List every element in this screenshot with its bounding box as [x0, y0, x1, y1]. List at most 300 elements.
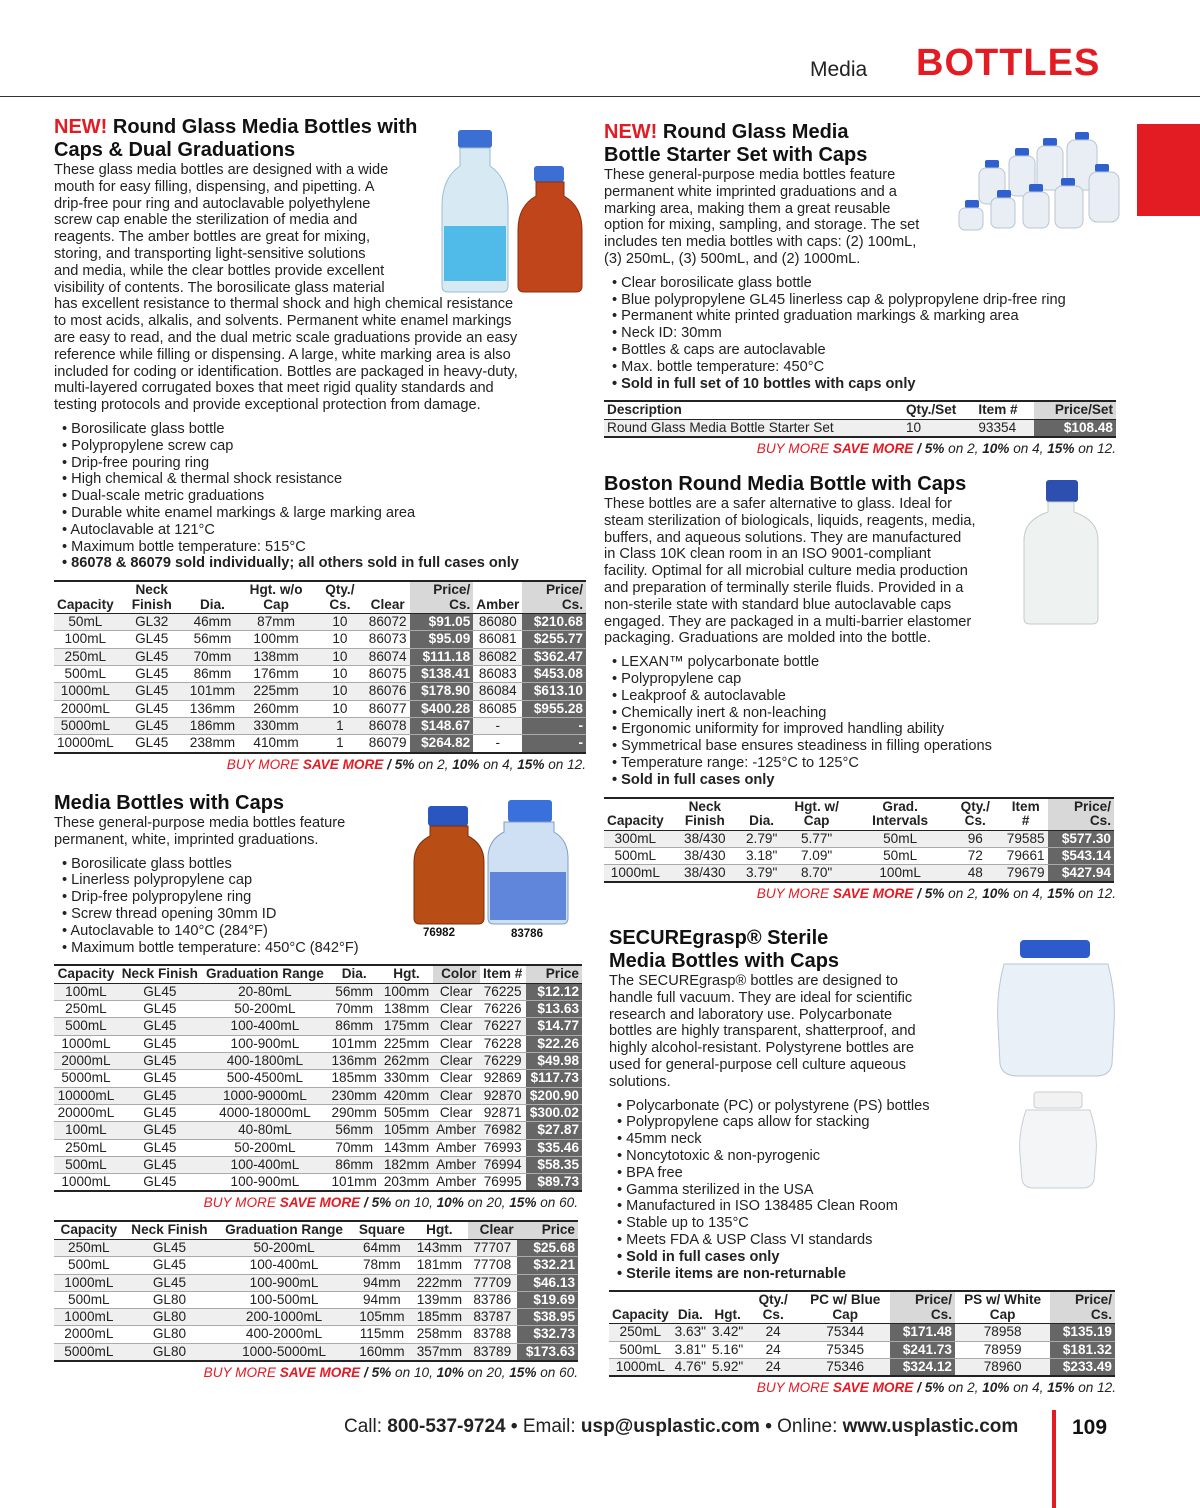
table-cell: Amber: [433, 1139, 480, 1156]
column-header: Price/ Cs.: [522, 581, 586, 614]
description-line: in Class 10K clean room in an ISO 9001-compliant: [604, 546, 931, 563]
feature-item: • Clear borosilicate glass bottle: [612, 275, 1124, 292]
column-header: Hgt.: [380, 965, 432, 983]
table-cell: 5.77": [780, 830, 853, 847]
amber-bottle: [414, 826, 484, 924]
buy-more-part: on 60.: [540, 1195, 578, 1211]
table-cell: 100mL: [54, 983, 118, 1000]
table-cell: 10000mL: [54, 1087, 118, 1104]
table-cell: 138mm: [380, 1001, 432, 1018]
column-header: Neck Finish: [117, 581, 187, 614]
table-cell: $32.21: [517, 1257, 578, 1274]
feature-item: • Dual-scale metric graduations: [62, 488, 594, 505]
table-row: [54, 1156, 582, 1173]
description-line: These glass media bottles are designed with a wide: [54, 162, 389, 178]
column-header: Price/Set: [1034, 401, 1116, 419]
table-cell: 200-1000mL: [215, 1309, 353, 1326]
table-cell: 100mL: [54, 631, 117, 648]
table-cell: 75344: [800, 1324, 890, 1341]
column-header: Dia.: [328, 965, 380, 983]
table-cell: 1000mL: [609, 1358, 672, 1376]
table-cell: 86mm: [328, 1156, 380, 1173]
description-line: reagents. The amber bottles are great for mixing,: [54, 229, 371, 246]
feature-item: • Chemically inert & non-leaching: [612, 705, 1124, 722]
table-cell: 5.16": [709, 1341, 746, 1358]
buy-more-part: on 4,: [1013, 441, 1044, 457]
table-cell: Clear: [433, 1035, 480, 1052]
feature-item: • LEXAN™ polycarbonate bottle: [612, 654, 1124, 671]
table-cell: 92869: [480, 1070, 526, 1087]
table-cell: GL32: [117, 614, 187, 631]
description-line: used for general-purpose cell culture aqueous: [609, 1056, 906, 1073]
table-cell: 10: [314, 648, 366, 665]
table-cell: 5000mL: [54, 1343, 124, 1361]
table-row: [54, 1104, 582, 1121]
table-cell: 1000mL: [54, 1174, 118, 1192]
table-cell: 3.79": [743, 865, 780, 883]
buy-more-part: 15%: [509, 1195, 537, 1211]
table-cell: $89.73: [526, 1174, 582, 1192]
table-cell: 92870: [480, 1087, 526, 1104]
description-line: engaged. They are packaged in a multi-barrier elastomer: [604, 613, 972, 630]
new-badge: NEW!: [604, 121, 658, 143]
feature-item: • Polypropylene cap: [612, 671, 1124, 688]
description-line: mouth for easy filling, dispensing, and pipetting. A: [54, 178, 375, 195]
table-cell: GL45: [118, 1053, 202, 1070]
buy-more-part: 5%: [371, 1195, 392, 1211]
table-cell: 94mm: [353, 1274, 411, 1291]
column-header: Capacity: [54, 1221, 124, 1239]
table-cell: 86083: [473, 666, 522, 683]
buy-more-part: on 4,: [1013, 1380, 1044, 1396]
buy-more-part: SAVE MORE: [279, 1195, 361, 1211]
table-cell: 76982: [480, 1122, 526, 1139]
square-table: [54, 1220, 578, 1362]
table-cell: 76229: [480, 1053, 526, 1070]
buy-more-note: [54, 1365, 578, 1380]
table-row: [609, 1358, 1115, 1376]
table-cell: 20000mL: [54, 1104, 118, 1121]
table-cell: 1: [314, 735, 366, 753]
column-header: PS w/ White Cap: [955, 1291, 1050, 1324]
buy-more-part: on 10,: [395, 1195, 433, 1211]
feature-item: • Bottles & caps are autoclavable: [612, 342, 1124, 359]
table-cell: 86081: [473, 631, 522, 648]
buy-more-part: on 4,: [483, 756, 514, 772]
table-cell: 2.79": [743, 830, 780, 847]
feature-item: • Neck ID: 30mm: [612, 325, 1124, 342]
table-cell: 222mm: [411, 1274, 468, 1291]
table-cell: 1000mL: [54, 683, 117, 700]
table-row: [604, 847, 1114, 864]
description-line: to most acids, alkalis, and solvents. Permanent white enamel markings: [54, 313, 512, 330]
table-cell: $400.28: [410, 700, 474, 717]
spec-table: [54, 580, 586, 753]
feature-item: • Symmetrical base ensures steadiness in filling operations: [612, 738, 1124, 755]
feature-item-bold: • Sold in full cases only: [612, 772, 1124, 789]
table-cell: 138mm: [238, 648, 314, 665]
table-row: [54, 631, 586, 648]
bottle-pair-image: [438, 126, 588, 296]
email-label: Email:: [522, 1416, 576, 1437]
table-cell: 2000mL: [54, 1053, 118, 1070]
table-cell: 250mL: [54, 1139, 118, 1156]
table-cell: 500mL: [54, 1018, 118, 1035]
table-cell: GL45: [117, 700, 187, 717]
table-cell: 93354: [975, 419, 1033, 437]
email-link[interactable]: usp@usplastic.com: [580, 1416, 760, 1437]
table-cell: 100-900mL: [202, 1174, 328, 1192]
table-cell: 64mm: [353, 1239, 411, 1256]
description-line: are easy to read, and the dual metric scale graduations provide an easy: [54, 329, 518, 346]
feature-item: • Drip-free pouring ring: [62, 455, 594, 472]
table-cell: $19.69: [517, 1291, 578, 1308]
call-label: Call:: [344, 1416, 383, 1437]
table-cell: 10000mL: [54, 735, 117, 753]
table-cell: $255.77: [522, 631, 586, 648]
table-row: [54, 717, 586, 734]
buy-more-part: SAVE MORE: [832, 1380, 914, 1396]
feature-item-bold: • Sold in full set of 10 bottles with caps only: [612, 376, 1124, 393]
buy-more-part: on 2,: [418, 756, 449, 772]
feature-item: • Borosilicate glass bottles: [62, 856, 594, 873]
table-cell: Clear: [433, 1087, 480, 1104]
blue-liquid: [490, 872, 566, 920]
column-header: Price/ Cs.: [1050, 1291, 1115, 1324]
blue-cap: [508, 800, 552, 822]
table-cell: 500mL: [609, 1341, 672, 1358]
table-cell: 290mm: [328, 1104, 380, 1121]
buy-more-part: /: [364, 1195, 368, 1211]
column-header: Price/ Cs.: [1048, 798, 1114, 831]
column-header: Description: [604, 401, 903, 419]
table-cell: 250mL: [54, 648, 117, 665]
column-header: Hgt.: [709, 1291, 746, 1324]
description-line: and media, while the clear bottles provide excellent: [54, 262, 385, 279]
table-row: [609, 1341, 1115, 1358]
section-title: Boston Round Media Bottle with Caps: [604, 473, 967, 495]
table-cell: 48: [947, 865, 1003, 883]
table-cell: $22.26: [526, 1035, 582, 1052]
table-cell: 83788: [468, 1326, 517, 1343]
media-bottles-image: [412, 800, 572, 925]
table-cell: Clear: [433, 983, 480, 1000]
table-cell: 250mL: [54, 1239, 124, 1256]
buy-more-note: [609, 1380, 1116, 1395]
column-header: Color: [433, 965, 480, 983]
table-cell: Clear: [433, 1018, 480, 1035]
table-cell: GL80: [124, 1291, 216, 1308]
buy-more-part: SAVE MORE: [832, 441, 914, 457]
table-row: [54, 1139, 582, 1156]
table-cell: 1000mL: [604, 865, 667, 883]
table-cell: -: [473, 735, 522, 753]
table-row: [54, 614, 586, 631]
buy-more-part: 10%: [452, 756, 480, 772]
column-header: Hgt. w/ Cap: [780, 798, 853, 831]
feature-item: • Temperature range: -125°C to 125°C: [612, 755, 1124, 772]
table-cell: 92871: [480, 1104, 526, 1121]
amber-bottle: [518, 182, 582, 292]
table-cell: 5000mL: [54, 717, 117, 734]
table-cell: 5000mL: [54, 1070, 118, 1087]
blue-liquid: [444, 226, 506, 281]
table-cell: GL80: [124, 1309, 216, 1326]
feature-item-bold: • 86078 & 86079 sold individually; all others sold in full cases only: [62, 555, 594, 572]
column-header: Amber: [473, 581, 522, 614]
description-line: These general-purpose media bottles feature: [604, 167, 896, 183]
table-cell: $95.09: [410, 631, 474, 648]
table-row: [54, 648, 586, 665]
table-cell: GL45: [124, 1257, 216, 1274]
table-cell: 86082: [473, 648, 522, 665]
table-cell: GL45: [124, 1274, 216, 1291]
description-line: includes ten media bottles with caps: (2) 100mL,: [604, 234, 917, 251]
table-cell: 115mm: [353, 1326, 411, 1343]
buy-more-part: /: [387, 756, 391, 772]
table-cell: $108.48: [1034, 419, 1116, 437]
buy-more-part: BUY MORE: [203, 1365, 276, 1381]
table-row: [54, 1257, 578, 1274]
table-cell: 3.81": [672, 1341, 709, 1358]
table-cell: 86077: [366, 700, 410, 717]
table-row: [54, 1239, 578, 1256]
phone-number[interactable]: 800-537-9724: [387, 1416, 506, 1437]
feature-list: [604, 275, 1124, 393]
table-cell: $27.87: [526, 1122, 582, 1139]
table-cell: 10: [314, 683, 366, 700]
feature-item: • Ergonomic uniformity for improved handling ability: [612, 721, 1124, 738]
separator: •: [765, 1416, 772, 1437]
table-cell: 50-200mL: [202, 1139, 328, 1156]
buy-more-part: SAVE MORE: [279, 1365, 361, 1381]
column-header: Dia.: [672, 1291, 709, 1324]
column-header: Price: [526, 965, 582, 983]
buy-more-part: SAVE MORE: [832, 886, 914, 902]
table-cell: -: [522, 735, 586, 753]
table-cell: $171.48: [890, 1324, 955, 1341]
securegrasp-image: [990, 934, 1125, 1194]
table-cell: Amber: [433, 1174, 480, 1192]
table-row: [54, 1087, 582, 1104]
blue-cap: [428, 806, 468, 826]
table-cell: 136mm: [328, 1053, 380, 1070]
feature-item: • Borosilicate glass bottle: [62, 421, 594, 438]
column-header: Clear: [366, 581, 410, 614]
buy-more-note: [604, 886, 1116, 901]
buy-more-part: on 10,: [395, 1365, 433, 1381]
table-cell: 50-200mL: [215, 1239, 353, 1256]
table-cell: 1000mL: [54, 1309, 124, 1326]
image-code: 83786: [511, 928, 543, 940]
table-cell: 238mm: [187, 735, 238, 753]
table-cell: $46.13: [517, 1274, 578, 1291]
feature-item: • Gamma sterilized in the USA: [617, 1182, 1129, 1199]
feature-item: • Autoclavable at 121°C: [62, 522, 594, 539]
table-cell: $955.28: [522, 700, 586, 717]
table-cell: 400-2000mL: [215, 1326, 353, 1343]
table-cell: 1: [314, 717, 366, 734]
title-text: Round Glass Media: [662, 121, 849, 143]
table-cell: 139mm: [411, 1291, 468, 1308]
table-cell: $117.73: [526, 1070, 582, 1087]
table-cell: $613.10: [522, 683, 586, 700]
column-header: Qty./ Cs.: [947, 798, 1003, 831]
feature-list: [604, 654, 1124, 788]
table-cell: 77708: [468, 1257, 517, 1274]
table-cell: 76228: [480, 1035, 526, 1052]
feature-item: • Permanent white printed graduation markings & marking area: [612, 308, 1124, 325]
table-cell: 76994: [480, 1156, 526, 1173]
table-cell: 38/430: [667, 847, 743, 864]
buy-more-part: /: [917, 441, 921, 457]
buy-more-part: 10%: [982, 441, 1010, 457]
table-cell: Clear: [433, 1070, 480, 1087]
column-header: Grad. Intervals: [853, 798, 947, 831]
table-cell: 1000-5000mL: [215, 1343, 353, 1361]
column-header: Price/ Cs.: [890, 1291, 955, 1324]
column-header: Capacity: [609, 1291, 672, 1324]
table-row: [54, 1309, 578, 1326]
column-header: Qty./ Cs.: [746, 1291, 800, 1324]
table-cell: 86mm: [328, 1018, 380, 1035]
table-cell: Amber: [433, 1122, 480, 1139]
table-cell: 79679: [1003, 865, 1048, 883]
table-cell: 101mm: [328, 1035, 380, 1052]
table-cell: 86073: [366, 631, 410, 648]
table-cell: GL45: [117, 666, 187, 683]
title-text: Round Glass Media Bottles with Caps & Dual Graduations: [54, 116, 418, 161]
table-cell: 75346: [800, 1358, 890, 1376]
table-cell: $300.02: [526, 1104, 582, 1121]
image-code: 76982: [423, 927, 455, 939]
table-cell: $91.05: [410, 614, 474, 631]
buy-more-part: 10%: [436, 1365, 464, 1381]
table-cell: 86074: [366, 648, 410, 665]
table-cell: $181.32: [1050, 1341, 1115, 1358]
description-line: (3) 250mL, (3) 500mL, and (2) 1000mL.: [604, 250, 861, 267]
buy-more-part: on 60.: [540, 1365, 578, 1381]
table-cell: Clear: [433, 1053, 480, 1070]
table-cell: 50mL: [853, 830, 947, 847]
title-text: SECUREgrasp® Sterile: [609, 927, 829, 949]
description-line: solutions.: [609, 1073, 671, 1090]
table-row: [54, 1174, 582, 1192]
column-header: Neck Finish: [118, 965, 202, 983]
table-cell: 24: [746, 1324, 800, 1341]
table-cell: 86072: [366, 614, 410, 631]
table-cell: 400-1800mL: [202, 1053, 328, 1070]
table-row: [609, 1324, 1115, 1341]
description-line: These bottles are a safer alternative to glass. Ideal for: [604, 496, 953, 512]
table-cell: 7.09": [780, 847, 853, 864]
buy-more-part: on 12.: [1078, 441, 1116, 457]
feature-item: • BPA free: [617, 1165, 1129, 1182]
column-header: PC w/ Blue Cap: [800, 1291, 890, 1324]
table-cell: $135.19: [1050, 1324, 1115, 1341]
feature-item: • Meets FDA & USP Class VI standards: [617, 1232, 1129, 1249]
feature-item: • Manufactured in ISO 138485 Clean Room: [617, 1198, 1129, 1215]
description-line: steam sterilization of biologicals, liquids, reagents, media,: [604, 512, 976, 529]
buy-more-part: on 4,: [1013, 886, 1044, 902]
table-row: [54, 700, 586, 717]
table-cell: 83786: [468, 1291, 517, 1308]
buy-more-part: 5%: [394, 756, 415, 772]
column-header: Hgt.: [411, 1221, 468, 1239]
table-cell: GL45: [124, 1239, 216, 1256]
page-title: BOTTLES: [916, 42, 1101, 84]
table-cell: 83787: [468, 1309, 517, 1326]
table-cell: 86084: [473, 683, 522, 700]
feature-item: • Autoclavable to 140°C (284°F): [62, 923, 594, 940]
buy-more-part: BUY MORE: [203, 1195, 276, 1211]
table-cell: 203mm: [380, 1174, 432, 1192]
table-cell: GL45: [117, 717, 187, 734]
buy-more-part: 15%: [1047, 441, 1075, 457]
table-cell: 24: [746, 1358, 800, 1376]
column-header: Neck Finish: [124, 1221, 216, 1239]
table-cell: GL45: [118, 1018, 202, 1035]
table-cell: 100-400mL: [215, 1257, 353, 1274]
table-cell: 186mm: [187, 717, 238, 734]
column-header: Item #: [975, 401, 1033, 419]
website-link[interactable]: www.usplastic.com: [842, 1416, 1019, 1437]
buy-more-part: 5%: [924, 1380, 945, 1396]
feature-item: • High chemical & thermal shock resistance: [62, 471, 594, 488]
table-cell: $241.73: [890, 1341, 955, 1358]
white-cap: [1034, 1092, 1082, 1108]
spec-table: [609, 1290, 1115, 1377]
table-cell: 79585: [1003, 830, 1048, 847]
table-cell: GL45: [117, 648, 187, 665]
table-cell: $178.90: [410, 683, 474, 700]
table-cell: GL45: [118, 1156, 202, 1173]
table-cell: 86085: [473, 700, 522, 717]
starter-set-image: [955, 124, 1130, 234]
table-row: [54, 683, 586, 700]
table-row: [604, 865, 1114, 883]
table-cell: $14.77: [526, 1018, 582, 1035]
buy-more-part: on 2,: [948, 441, 979, 457]
table-cell: GL45: [118, 1035, 202, 1052]
table-row: [54, 1343, 578, 1361]
table-cell: 100-900mL: [202, 1035, 328, 1052]
table-cell: 83789: [468, 1343, 517, 1361]
table-cell: $453.08: [522, 666, 586, 683]
description-line: These general-purpose media bottles feature: [54, 815, 346, 831]
table-cell: 3.42": [709, 1324, 746, 1341]
table-cell: 78958: [955, 1324, 1050, 1341]
buy-more-part: 15%: [1047, 886, 1075, 902]
table-cell: GL45: [117, 683, 187, 700]
description-line: multi-layered corrugated boxes that meet rigid quality standards and: [54, 380, 494, 397]
column-header: Neck Finish: [667, 798, 743, 831]
table-cell: 4.76": [672, 1358, 709, 1376]
table-cell: 1000mL: [54, 1274, 124, 1291]
table-cell: 86080: [473, 614, 522, 631]
table-cell: 101mm: [328, 1174, 380, 1192]
buy-more-note: [54, 1195, 578, 1210]
table-cell: $25.68: [517, 1239, 578, 1256]
buy-more-part: on 20,: [467, 1195, 506, 1211]
feature-item: • Screw thread opening 30mm ID: [62, 906, 594, 923]
column-header: Capacity: [604, 798, 667, 831]
table-cell: $148.67: [410, 717, 474, 734]
table-cell: 330mm: [238, 717, 314, 734]
description-line: screw cap enable the sterilization of media and: [54, 212, 358, 229]
table-cell: 143mm: [411, 1239, 468, 1256]
table-cell: 72: [947, 847, 1003, 864]
